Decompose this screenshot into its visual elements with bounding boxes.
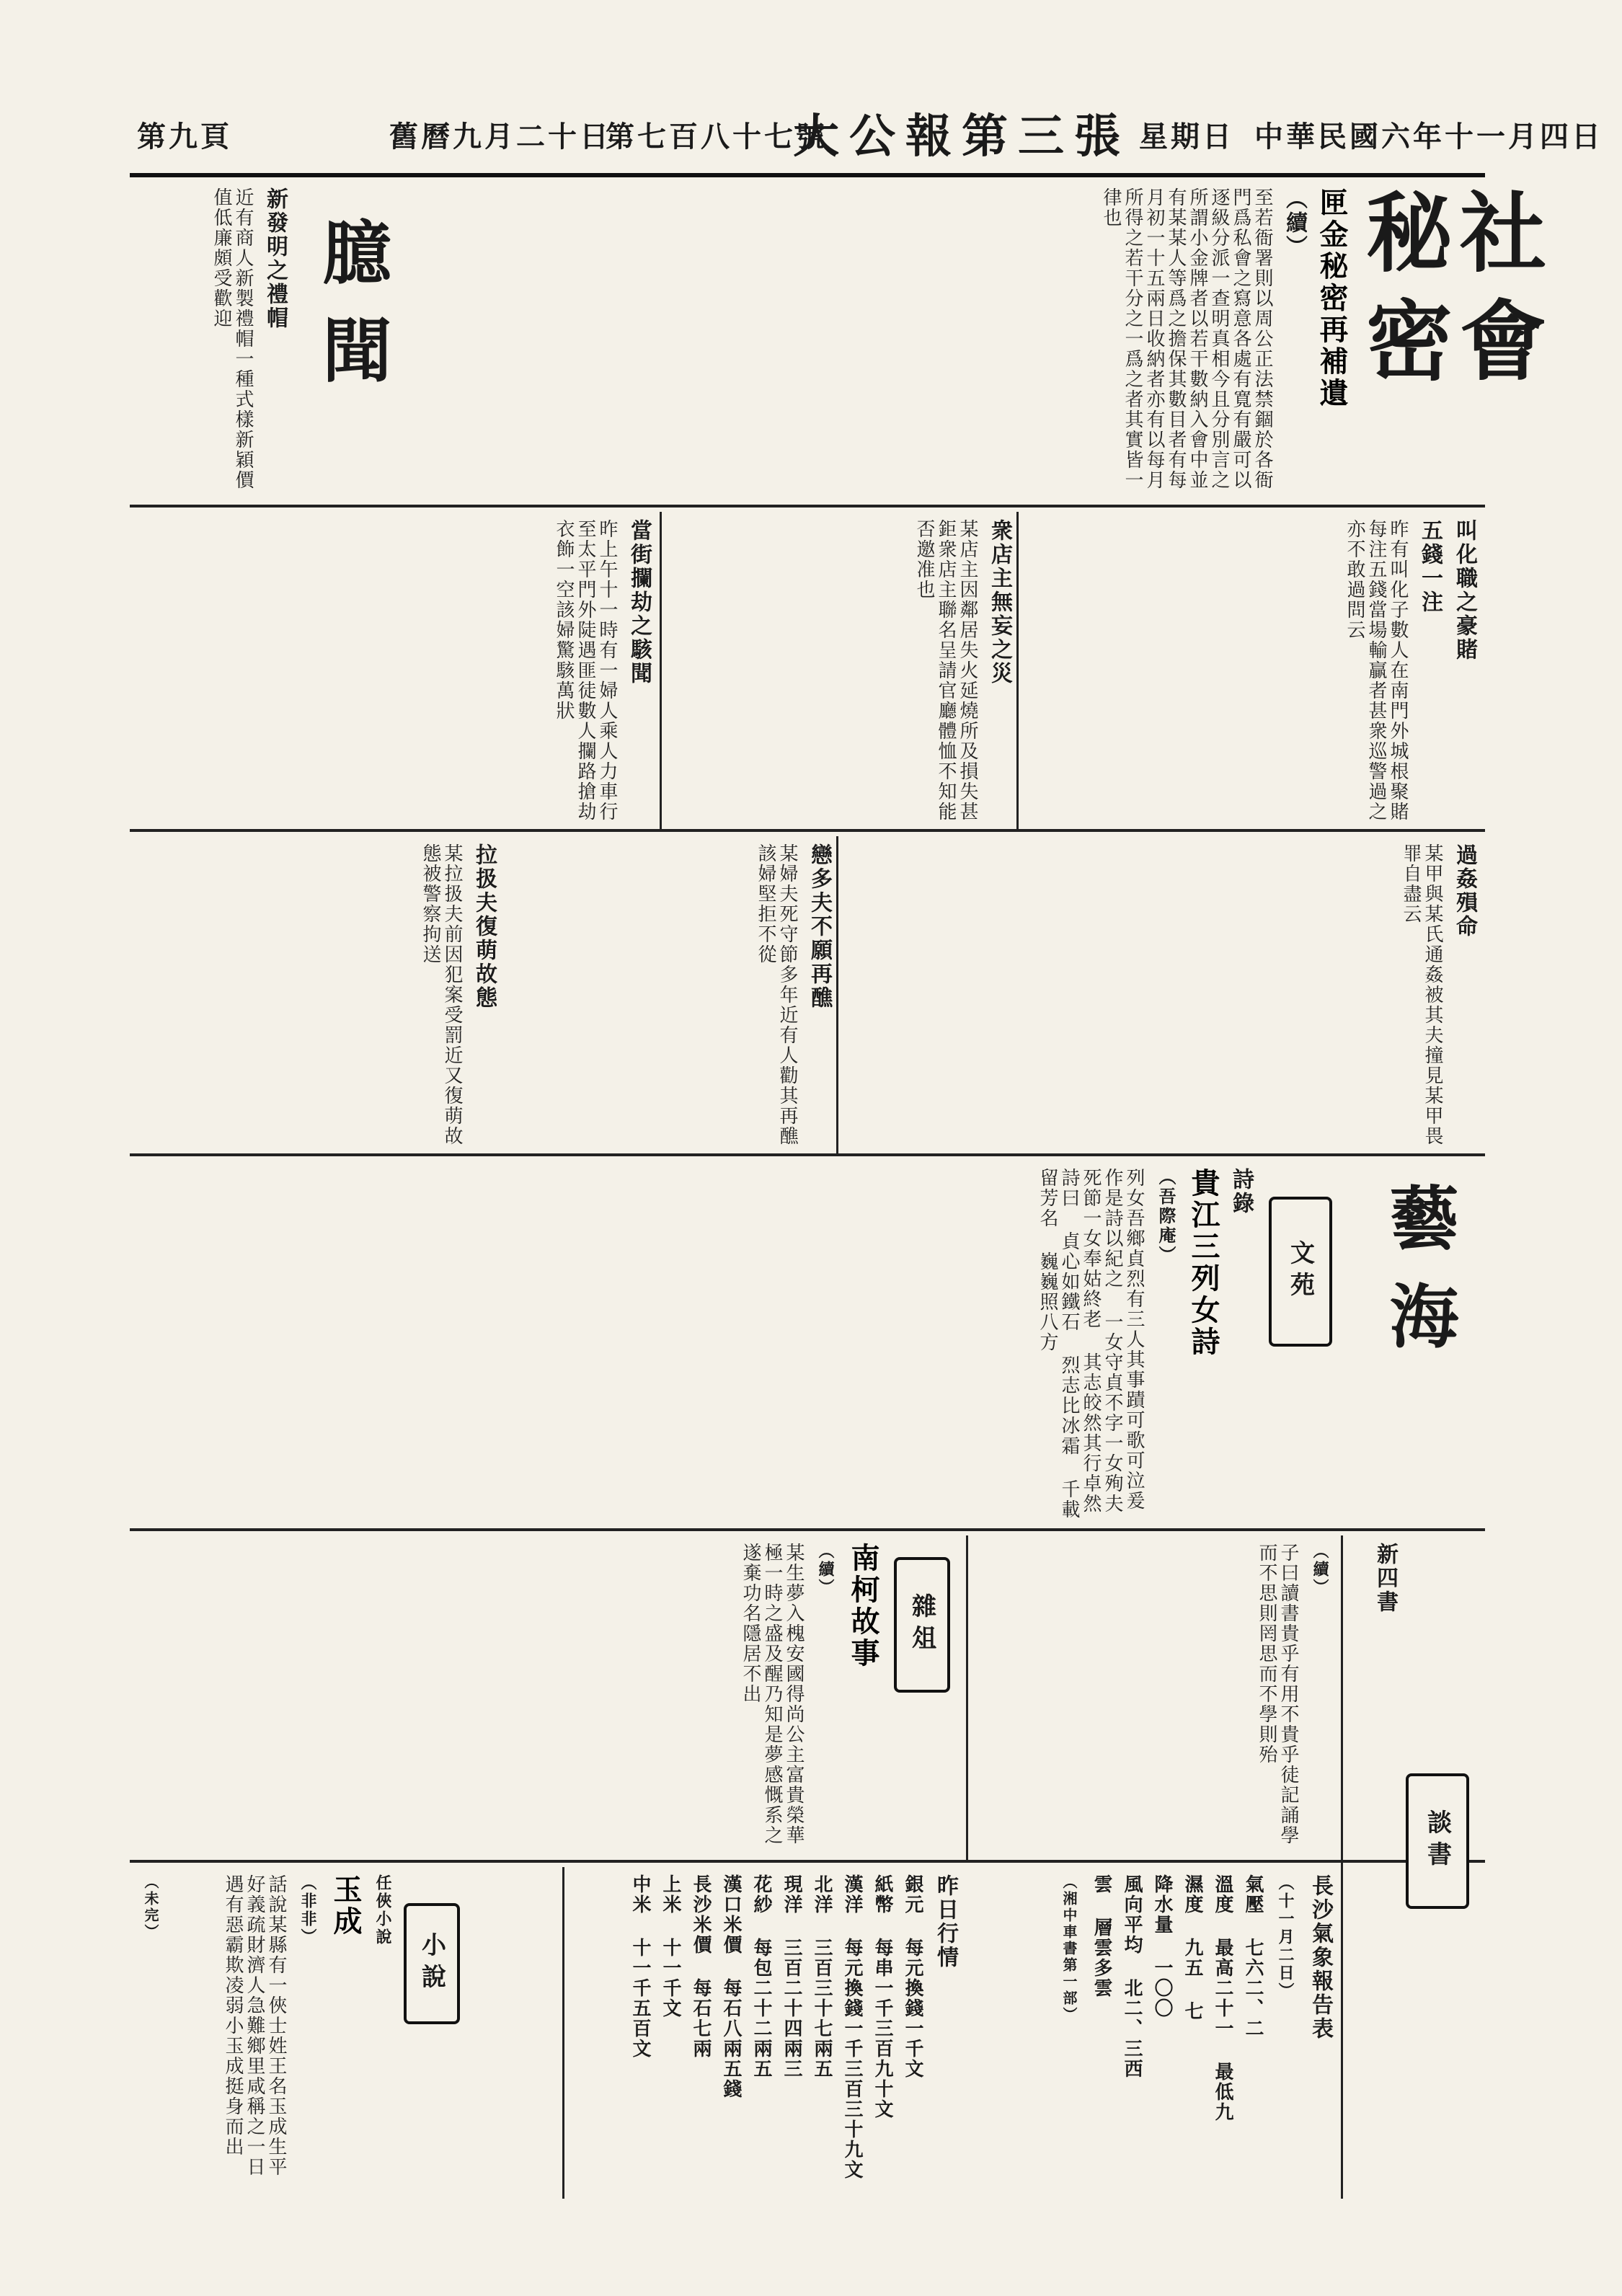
social-section-heading: 社會秘密 [1352,187,1547,404]
article-title: 戀多夫不願再醮 [807,843,832,1010]
arts-section-heading: 藝海 [1378,1182,1460,1378]
market-title: 昨日行情 [933,1874,958,1969]
article-band [667,519,1013,822]
misc-note: （續） [816,1543,835,1597]
book-body: 子曰讀書貴乎有用不貴乎徒記誦學而不思則罔思而不學則殆 [1256,1543,1299,1845]
article-title: 拉扱夫復萌故態 [471,843,497,1010]
book-label: 新四書 [1373,1543,1398,1614]
article-note: （續） [1282,187,1307,259]
weather-title: 長沙氣象報告表 [1308,1874,1333,2041]
column-divider [1016,512,1019,829]
book-band [1348,1543,1399,1853]
article-band [1024,519,1478,822]
market-row: 漢洋 每元換錢一千三百三十九文 [841,1874,863,2180]
poem-body: 列女吾鄉貞烈有三人其事蹟可歌可泣爰作是詩以紀之 一女守貞不字一女殉夫死節一女奉姑終老 其志皎然其行卓然 詩曰 貞心如鐵石 烈志比冰霜 千載留芳名 巍巍照八方 [1037,1168,1145,1520]
article-body: 至若衙署則以周公正法禁錮於各衙門爲私會之寫意各處有寬有嚴可以逐級分派一查明真相今且分別言之所謂小金牌者以若干數納入會中並有某某人等爲之擔保其數目者有每月初一十五兩日收納者亦有以每月所得之若干分之一爲之者其實皆一律也 [1100,187,1273,490]
article-body: 某甲與某氏通姦被其夫撞見某甲畏罪自盡云 [1400,843,1443,1146]
article-body: 近有商人新製禮帽一種式樣新穎價值低廉頗受歡迎 [210,187,254,490]
market-row: 漢口米價 每石八兩五錢 [720,1874,742,2099]
book-note: （續） [1311,1543,1329,1597]
weather-row: 風向平均 北二、三西 [1121,1874,1143,2079]
novel-body: 話說某縣有一俠士姓王名玉成生平好義疏財濟人急難鄉里咸稱之一日遇有惡霸欺凌弱小玉成挺身而出 [222,1874,287,2177]
poem-label: 詩錄 [1228,1168,1254,1215]
article-note: 五錢一注 [1417,519,1442,614]
article-band [137,519,652,822]
divider [130,1153,1485,1156]
column-divider [836,836,838,1153]
article-title: 衆店主無妄之災 [987,519,1012,686]
misc-body: 某生夢入槐安國得尚公主富貴榮華極一時之盛及醒乃知是夢感慨系之遂棄功名隱居不出 [740,1543,805,1845]
weather-row: 濕度 九五 七 [1182,1874,1203,2021]
column-divider [966,1535,968,1860]
misc-title: 南柯故事 [846,1543,880,1670]
novel-end: （未完） [142,1874,159,1941]
serial-label: 談書 [1406,1773,1469,1909]
market-band [570,1874,959,2191]
market-row: 中米 十一千五百文 [629,1874,651,2059]
article-title: 當街攔劫之駭聞 [626,519,652,686]
misc-label: 雜俎 [894,1557,950,1693]
novel-label: 小說 [404,1903,460,2024]
article-title: 匣金秘密再補遺 [1315,187,1349,409]
weekday: 星期日 [1139,120,1234,154]
novel-band [137,1874,396,2191]
page-header [130,108,1603,177]
weather-band [973,1874,1334,2191]
column-divider [562,1867,564,2199]
weather-date: （十一月二日） [1276,1874,1295,2000]
novel-author: （非非） [298,1874,317,1946]
novel-genre: 任俠小說 [373,1874,392,1946]
article-body: 昨有叫化子數人在南門外城根聚賭每注五錢當場輸贏者甚衆巡警過之亦不敢過問云 [1344,519,1409,822]
divider [130,829,1485,832]
article-body: 某店主因鄰居失火延燒所及損失甚鉅衆店主聯名呈請官廳體恤不知能否邀准也 [913,519,978,822]
market-row: 上米 十一千文 [660,1874,681,2018]
article-band [505,843,833,1146]
market-row: 長沙米價 每石七兩 [690,1874,712,2059]
divider [130,505,1485,507]
market-row: 紙幣 每串一千三百九十文 [872,1874,893,2119]
divider [130,1528,1485,1531]
divider [130,1860,1485,1863]
weather-row: 降水量 一〇〇 [1151,1874,1173,2018]
article-title: 新發明之禮帽 [262,187,288,330]
weather-row: 雲 層雲多雲 [1091,1874,1112,1998]
novel-title: 玉成 [329,1874,363,1938]
article-band [137,843,497,1146]
poem-band [137,1168,1254,1521]
article-body: 某婦夫死守節多年近有人勸其再醮該婦堅拒不從 [755,843,798,1146]
poem-author: （吾際庵） [1156,1168,1176,1265]
literary-label: 文苑 [1269,1197,1332,1347]
article-title: 過姦殞命 [1452,843,1477,939]
paper-title: 大公報第三張 [793,110,1130,164]
article-body: 某拉扱夫前因犯案受罰近又復萌故態被警察拘送 [420,843,463,1146]
lunar-date: 舊曆九月二十日 [389,120,611,154]
market-row: 銀元 每元換錢一千文 [902,1874,923,2079]
weather-source: （湘中車書第一部） [1060,1874,1078,2024]
article-title: 叫化職之豪賭 [1452,519,1477,662]
weather-row: 氣壓 七六二、二 [1242,1874,1264,2039]
column-divider [660,512,662,829]
market-row: 北洋 三百三十七兩五 [811,1874,833,2079]
publication-date: 中華民國六年十一月四日 [1254,120,1603,154]
article-band [137,187,288,497]
market-row: 花紗 每包二十二兩五 [750,1874,772,2079]
article-band [843,843,1478,1146]
book-band [973,1543,1334,1853]
misc-band [137,1543,879,1853]
article-band [433,187,1348,497]
side-column-heading: 臆聞 [311,216,393,412]
poem-title: 貴江三列女詩 [1187,1168,1220,1358]
page-number: 第九頁 [137,120,232,154]
article-body: 昨上午十一時有一婦人乘人力車行至太平門外陡遇匪徒數人攔路搶劫衣飾一空該婦驚駭萬狀 [553,519,618,822]
weather-row: 溫度 最高二十一 最低九 [1212,1874,1233,2122]
column-divider [1341,1535,1343,2199]
market-row: 現洋 三百二十四兩三 [781,1874,802,2079]
issue-number: 第七百八十七號 [606,120,828,154]
